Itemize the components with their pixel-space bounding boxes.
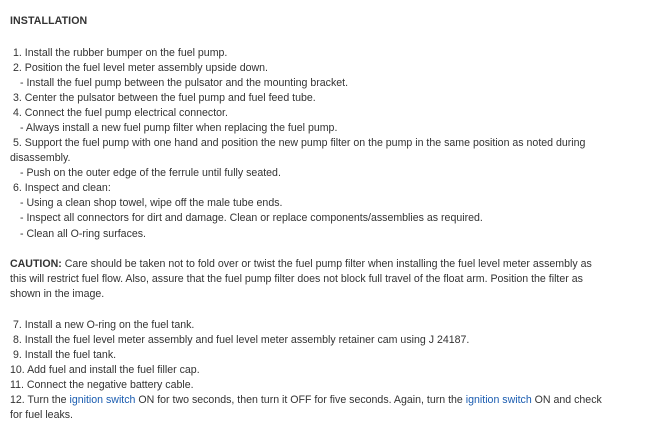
step-12-continuation: for fuel leaks. xyxy=(10,409,74,421)
step-12-text-2: ON for two seconds, then turn it OFF for five seconds. Again, turn the xyxy=(135,394,466,406)
ignition-switch-link-1[interactable]: ignition switch xyxy=(69,394,136,406)
step-6-substep-3: - Clean all O-ring surfaces. xyxy=(20,228,146,240)
step-10: 10. Add fuel and install the fuel filler cap. xyxy=(10,364,200,376)
step-9: 9. Install the fuel tank. xyxy=(13,349,117,361)
step-6-substep-2: - Inspect all connectors for dirt and damage. Clean or replace components/assemblies as required. xyxy=(20,212,483,224)
section-title: INSTALLATION xyxy=(10,15,88,27)
step-5: 5. Support the fuel pump with one hand and position the new pump filter on the pump in the same position as noted during xyxy=(13,137,586,149)
step-12 xyxy=(10,394,602,407)
caution-line-3: shown in the image. xyxy=(10,288,105,300)
caution-label: CAUTION: xyxy=(10,258,62,270)
step-2-substep: - Install the fuel pump between the pulsator and the mounting bracket. xyxy=(20,77,349,89)
caution-line-2: this will restrict fuel flow. Also, assure that the fuel pump filter does not block full travel of the float arm. Position the filter as xyxy=(10,273,583,285)
ignition-switch-link-2[interactable]: ignition switch xyxy=(465,394,532,406)
step-6: 6. Inspect and clean: xyxy=(13,182,111,194)
step-5-substep: - Push on the outer edge of the ferrule until fully seated. xyxy=(20,167,281,179)
step-11: 11. Connect the negative battery cable. xyxy=(10,379,194,391)
step-3: 3. Center the pulsator between the fuel pump and fuel feed tube. xyxy=(13,92,316,104)
step-4-substep: - Always install a new fuel pump filter when replacing the fuel pump. xyxy=(20,122,338,134)
step-6-substep-1: - Using a clean shop towel, wipe off the male tube ends. xyxy=(20,197,283,209)
step-5-continuation: disassembly. xyxy=(10,152,71,164)
caution-line-1 xyxy=(10,258,592,271)
step-4: 4. Connect the fuel pump electrical connector. xyxy=(13,107,228,119)
step-7: 7. Install a new O-ring on the fuel tank. xyxy=(13,319,195,331)
caution-text-1: Care should be taken not to fold over or twist the fuel pump filter when installing the fuel level meter assembly as xyxy=(61,258,592,270)
step-12-text-1: 12. Turn the xyxy=(10,394,70,406)
step-12-text-3: ON and check xyxy=(531,394,602,406)
step-2: 2. Position the fuel level meter assembly upside down. xyxy=(13,62,268,74)
step-1: 1. Install the rubber bumper on the fuel pump. xyxy=(13,47,228,59)
step-8: 8. Install the fuel level meter assembly and fuel level meter assembly retainer cam using J 24187. xyxy=(13,334,470,346)
